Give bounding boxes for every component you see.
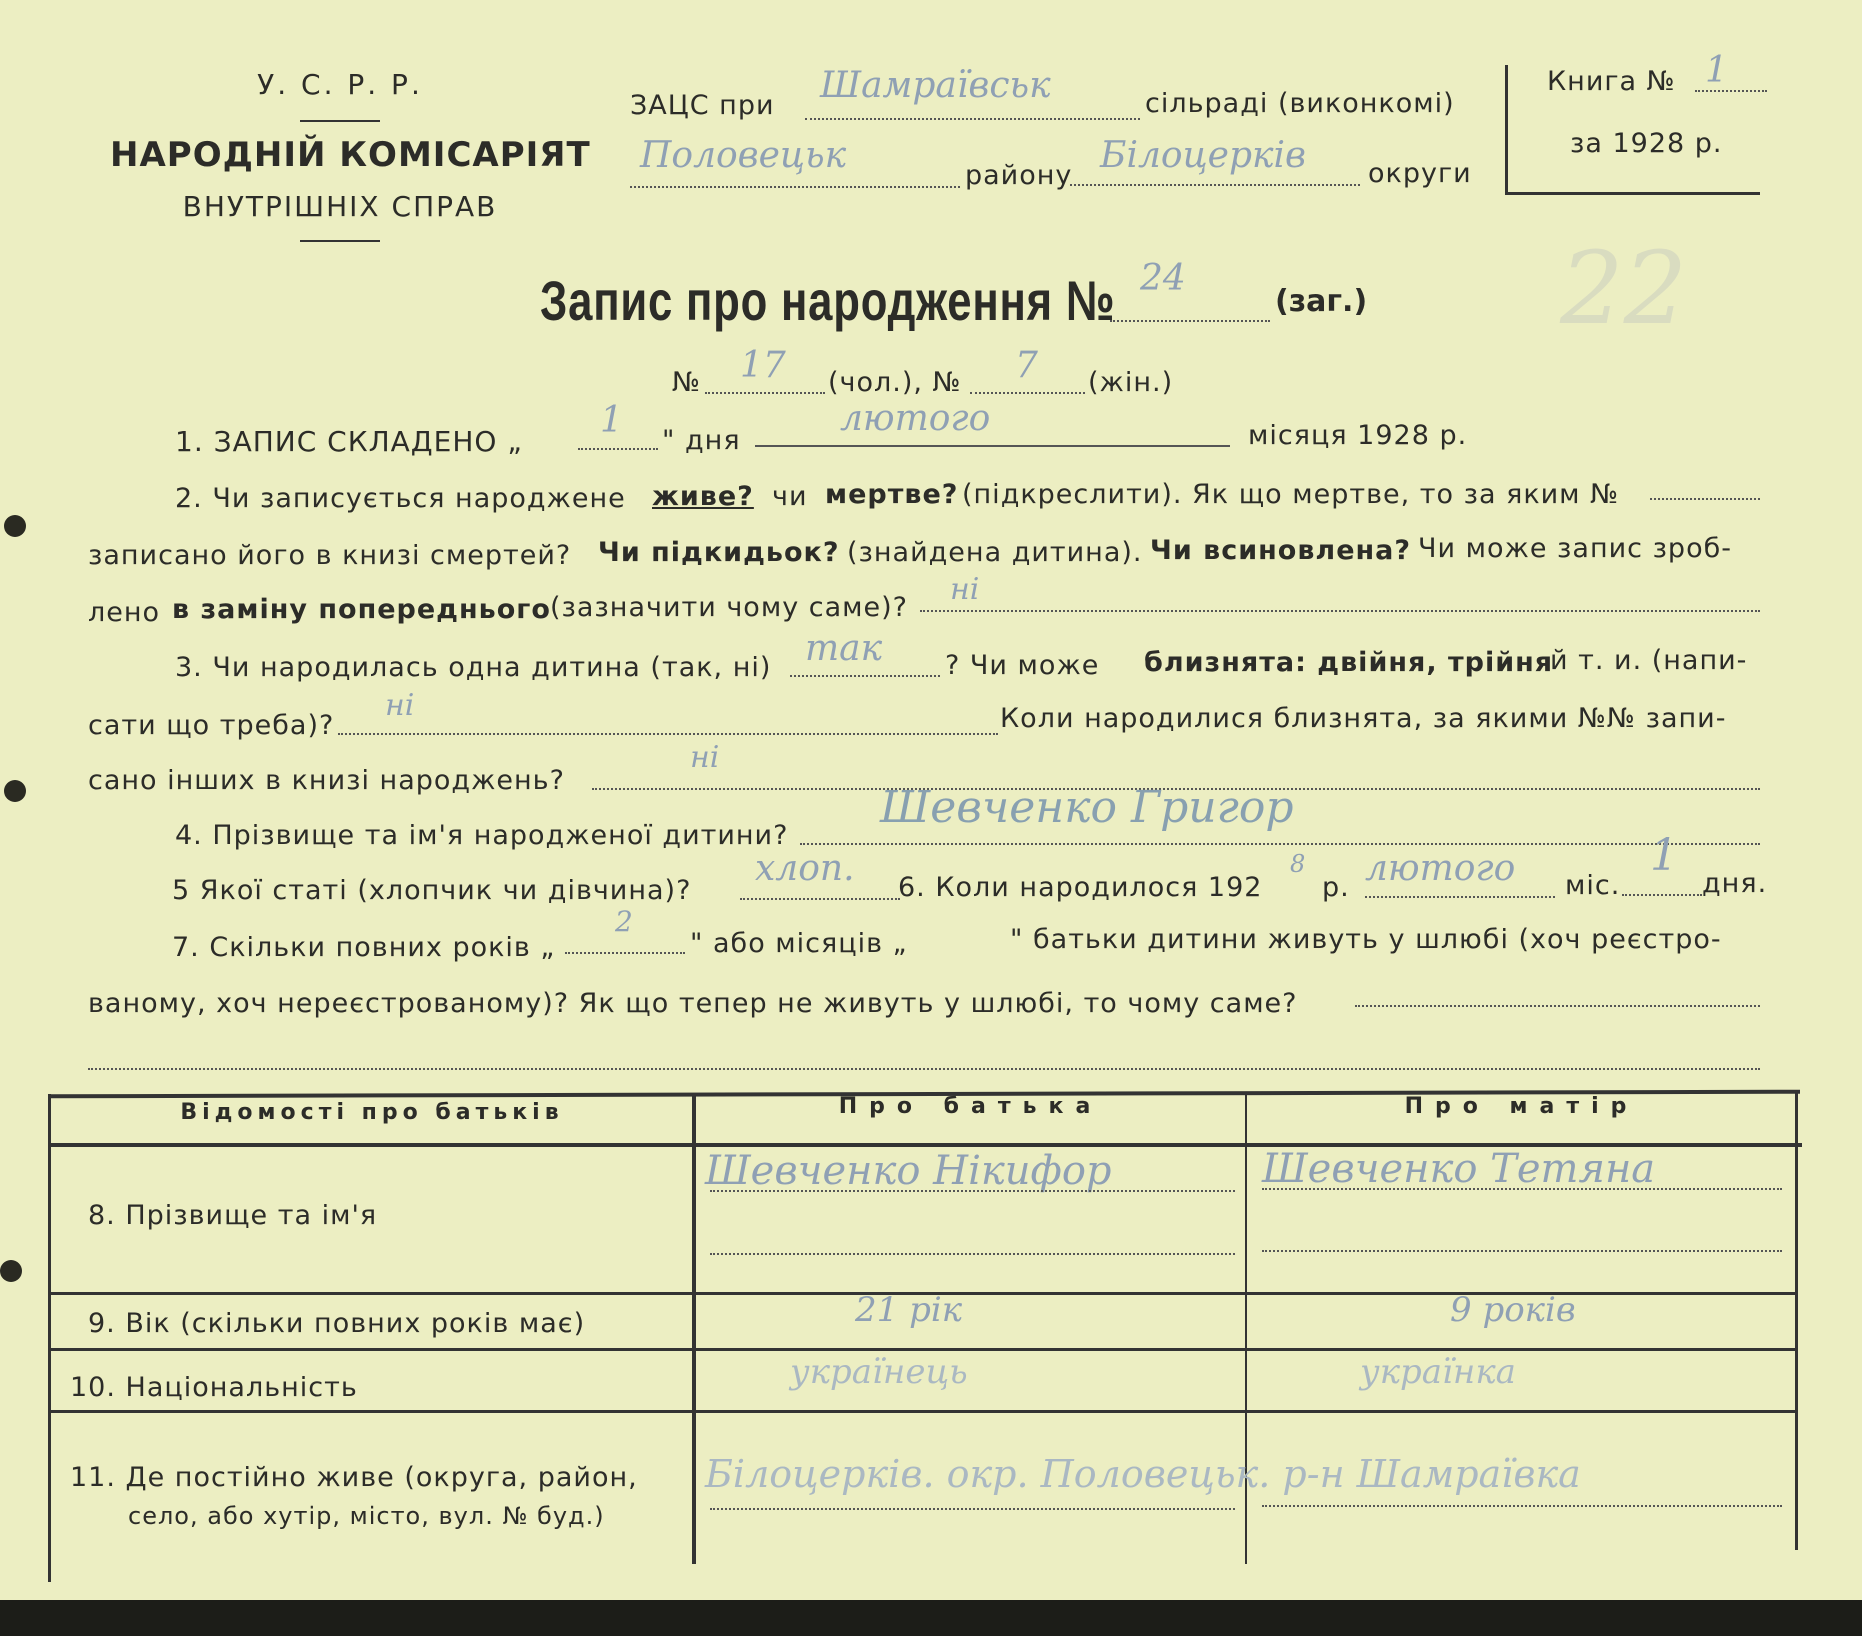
q6-day-line — [1622, 894, 1702, 896]
table-left-border — [48, 1094, 51, 1582]
book-box-border — [1505, 192, 1760, 195]
q3-line2-a: сати що треба)? — [88, 710, 335, 741]
book-label: Книга № — [1547, 66, 1676, 97]
row10-father: українець — [790, 1352, 968, 1392]
q2-death-number-line — [1650, 498, 1760, 500]
district-value: Половецьк — [640, 135, 847, 176]
q6-year-suffix: р. — [1322, 872, 1350, 903]
table-header-mother: Про матір — [1404, 1094, 1639, 1119]
row8-mother-line2 — [1262, 1250, 1782, 1252]
q1-day-value: 1 — [600, 400, 623, 441]
q6-day-label: дня. — [1702, 868, 1768, 899]
q3-line1-c: й т. и. (напи- — [1550, 645, 1748, 676]
q3-line1-b: ? Чи може — [945, 650, 1100, 681]
q2-line2-b: (знайдена дитина). — [847, 537, 1143, 568]
sub-number-label: № — [672, 367, 702, 398]
male-label: (чол.), № — [828, 367, 962, 398]
q1-month-line — [755, 445, 1230, 447]
row9-label: 9. Вік (скільки повних років має) — [88, 1308, 586, 1339]
q2-adopted: Чи всиновлена? — [1150, 535, 1412, 566]
q2-or: чи — [772, 481, 808, 512]
row11-label-a: 11. Де постійно живе (округа, район, — [70, 1462, 638, 1493]
okrug-value: Білоцерків — [1100, 135, 1306, 176]
row8-father: Шевченко Нікифор — [705, 1148, 1112, 1194]
q6-month-value: лютого — [1365, 848, 1516, 889]
table-header-father: Про батька — [838, 1094, 1103, 1119]
binding-hole — [0, 1260, 22, 1282]
district-line — [630, 186, 960, 188]
q3-one-child-line — [790, 675, 940, 677]
q4-label: 4. Прізвище та ім'я народженої дитини? — [175, 820, 789, 851]
q3-line3-a: сано інших в книзі народжень? — [88, 765, 565, 796]
q7-years-line — [565, 952, 685, 954]
female-number-value: 7 — [1015, 345, 1038, 386]
q6-month-line — [1365, 896, 1555, 898]
q1-month-value: лютого — [840, 398, 991, 439]
q5-sex-line — [740, 898, 900, 900]
row8-mother: Шевченко Тетяна — [1262, 1146, 1656, 1192]
commissariat-title: НАРОДНІЙ КОМІСАРІЯТ — [110, 135, 591, 175]
q2-line3-a: лено — [88, 597, 161, 628]
book-box-border — [1505, 65, 1508, 195]
q7-line1-a: 7. Скільки повних років „ — [172, 932, 556, 963]
book-year: за 1928 р. — [1570, 128, 1723, 159]
q2-line2-c: Чи може запис зроб- — [1418, 533, 1732, 564]
q2-answer-value: ні — [950, 572, 980, 607]
republic-label: У. С. Р. Р. — [257, 68, 423, 101]
q5-label: 5 Якої статі (хлопчик чи дівчина)? — [172, 875, 692, 906]
q2-line3-b: (зазначити чому саме)? — [550, 592, 908, 623]
q7-reason-line — [1355, 1005, 1760, 1007]
q2-answer-line — [920, 610, 1760, 612]
q3-twins: близнята: двійня, трійня — [1144, 647, 1554, 678]
row-divider — [50, 1348, 1795, 1351]
record-title: Запис про народження № — [540, 269, 1116, 332]
q7-line1-c: " батьки дитини живуть у шлюбі (хоч реєстро- — [1010, 924, 1722, 955]
q7-years-value: 2 — [615, 905, 633, 938]
row11-label-b: село, або хутір, місто, вул. № буд.) — [128, 1502, 605, 1530]
q7-line2: ваному, хоч нереєстрованому)? Як що тепер не живуть у шлюбі, то чому саме? — [88, 988, 1298, 1019]
zags-prefix: ЗАЦС при — [630, 90, 775, 121]
q2-alive: живе? — [652, 481, 754, 512]
row10-mother: українка — [1360, 1352, 1516, 1392]
q2-foundling: Чи підкидьок? — [598, 537, 840, 568]
q3-line2-b: Коли народилися близнята, за якими №№ запи- — [1000, 703, 1727, 734]
row8-label: 8. Прізвище та ім'я — [88, 1200, 378, 1231]
q3-one-child-value: так — [805, 628, 883, 669]
q3-twins-line — [338, 733, 998, 735]
zags-village-line — [805, 118, 1140, 120]
row8-father-line — [710, 1190, 1235, 1192]
row11-father: Білоцерків. окр. Половецьк. р-н Шамраївка — [705, 1452, 1581, 1496]
table-right-border — [1795, 1090, 1798, 1550]
q5-sex-value: хлоп. — [755, 848, 855, 889]
row8-father-line2 — [710, 1253, 1235, 1255]
row9-father: 21 рік — [855, 1290, 963, 1330]
row9-mother: 9 років — [1450, 1290, 1576, 1330]
q1-day-line — [578, 448, 658, 450]
divider — [300, 120, 380, 122]
district-label: району — [965, 160, 1073, 191]
q7-extra-line — [88, 1068, 1760, 1070]
table-header-info: Відомості про батьків — [180, 1100, 564, 1125]
record-number-line — [1110, 320, 1270, 322]
male-number-value: 17 — [740, 345, 786, 386]
q3-others-value: ні — [690, 740, 720, 775]
q3-line1-a: 3. Чи народилась одна дитина (так, ні) — [175, 652, 772, 683]
binding-hole — [4, 515, 26, 537]
q6-label: 6. Коли народилося 192 — [898, 872, 1263, 903]
female-label: (жін.) — [1088, 367, 1174, 398]
q6-year-value: 8 — [1290, 850, 1306, 878]
q1-label: 1. ЗАПИС СКЛАДЕНО „ — [175, 425, 523, 458]
okrug-label: округи — [1368, 158, 1472, 189]
zags-village-value: Шамраївськ — [820, 65, 1051, 106]
divider — [300, 240, 380, 242]
q2-line1-b: (підкреслити). Як що мертве, то за яким № — [962, 479, 1620, 510]
okrug-line — [1070, 184, 1360, 186]
record-total-suffix: (заг.) — [1275, 284, 1368, 319]
q3-twins-value: ні — [385, 688, 415, 723]
q7-line1-b: " або місяців „ — [690, 928, 908, 959]
zags-suffix: сільраді (виконкомі) — [1145, 88, 1455, 119]
q4-name-line — [800, 843, 1760, 845]
q1-mid: " дня — [662, 425, 741, 456]
q6-month-label: міс. — [1565, 870, 1621, 901]
row8-mother-line — [1262, 1188, 1782, 1190]
binding-hole — [4, 780, 26, 802]
row11-father-line — [710, 1508, 1235, 1510]
record-number-value: 24 — [1140, 258, 1186, 299]
table-col-divider — [692, 1094, 696, 1564]
department-title: ВНУТРІШНІХ СПРАВ — [182, 190, 498, 223]
q2-replace: в заміну попереднього — [172, 594, 551, 625]
q2-line1-a: 2. Чи записується народжене — [175, 483, 626, 514]
q4-name-value: Шевченко Григор — [880, 782, 1294, 833]
q6-day-value: 1 — [1650, 830, 1678, 881]
margin-number: 22 — [1560, 230, 1688, 347]
q2-line2-a: записано його в книзі смертей? — [88, 540, 572, 571]
row10-label: 10. Національність — [70, 1372, 358, 1403]
row-divider — [50, 1410, 1795, 1413]
book-number-value: 1 — [1705, 50, 1728, 91]
q2-dead: мертве? — [825, 479, 959, 510]
male-number-line — [705, 392, 825, 394]
female-number-line — [970, 392, 1085, 394]
row11-mother-line — [1262, 1505, 1782, 1507]
q1-end: місяця 1928 р. — [1248, 420, 1468, 451]
